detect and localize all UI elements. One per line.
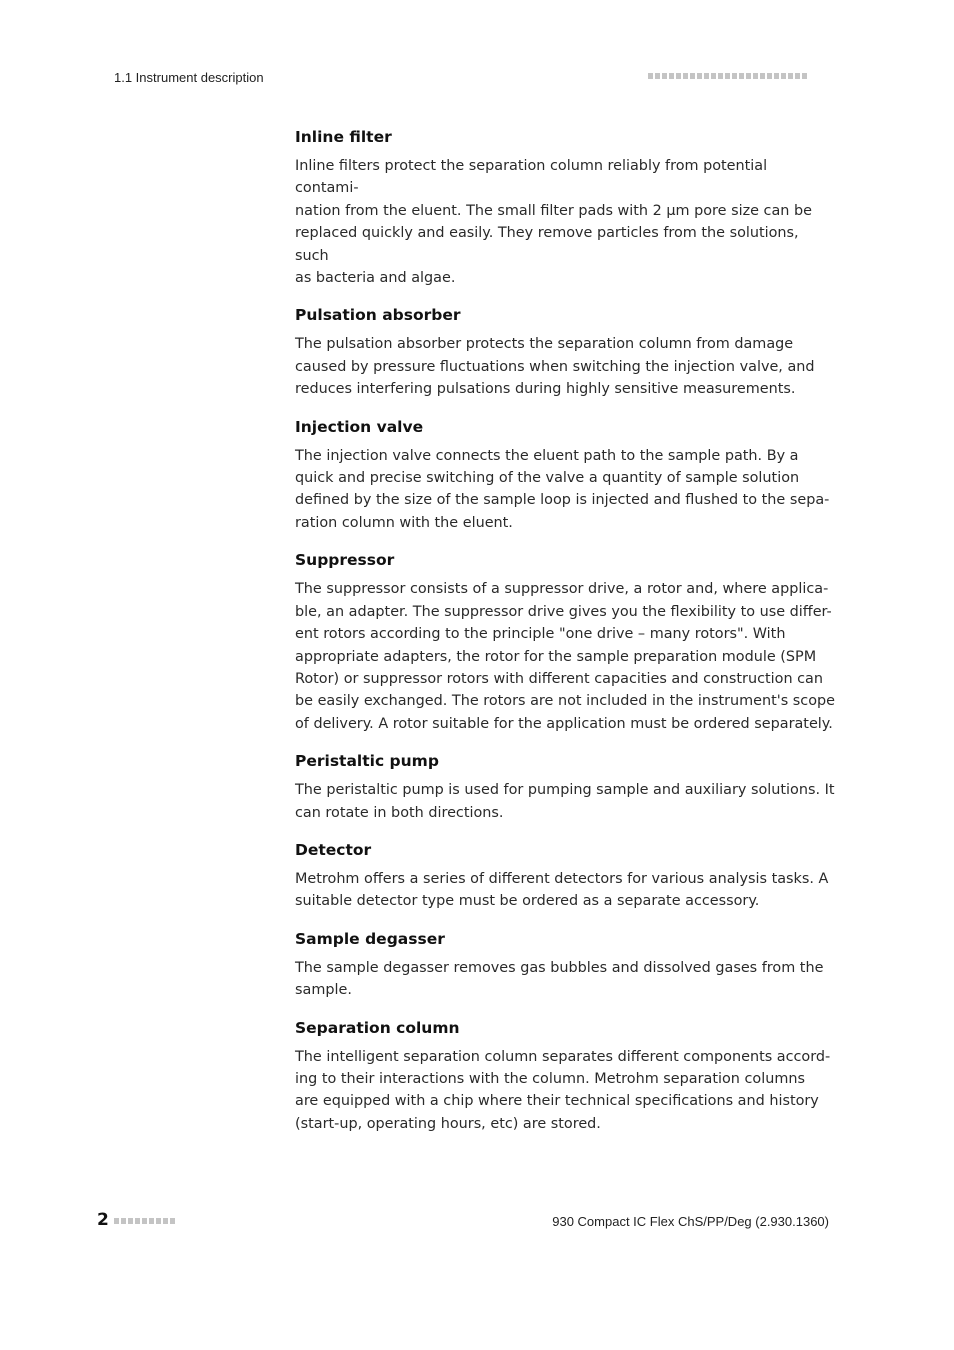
rule-dot bbox=[760, 73, 765, 79]
section-paragraph bbox=[295, 779, 835, 824]
rule-dot bbox=[170, 1218, 175, 1224]
section-heading: Suppressor bbox=[295, 551, 395, 570]
rule-dot bbox=[142, 1218, 147, 1224]
section bbox=[295, 748, 835, 824]
rule-dot bbox=[114, 1218, 119, 1224]
paragraph-line: reduces interfering pulsations during highly sensitive measurements. bbox=[295, 381, 796, 398]
paragraph-line: quick and precise switching of the valve a quantity of sample solution bbox=[295, 470, 800, 487]
paragraph-line: The suppressor consists of a suppressor drive, a rotor and, where applica- bbox=[295, 581, 829, 598]
paragraph-line: suitable detector type must be ordered as a separate accessory. bbox=[295, 893, 760, 910]
page-number: 2 bbox=[97, 1210, 109, 1230]
rule-dot bbox=[669, 73, 674, 79]
paragraph-line: The pulsation absorber protects the separation column from damage bbox=[295, 336, 794, 353]
paragraph-line: can rotate in both directions. bbox=[295, 804, 504, 821]
paragraph-line: as bacteria and algae. bbox=[295, 270, 456, 287]
rule-dot bbox=[697, 73, 702, 79]
rule-dot bbox=[128, 1218, 133, 1224]
paragraph-line: (start-up, operating hours, etc) are stored. bbox=[295, 1115, 601, 1132]
rule-dot bbox=[121, 1218, 126, 1224]
running-header-section: 1.1 Instrument description bbox=[114, 70, 264, 85]
paragraph-line: ration column with the eluent. bbox=[295, 514, 513, 531]
page-body bbox=[295, 124, 835, 1148]
rule-dot bbox=[690, 73, 695, 79]
paragraph-line: defined by the size of the sample loop is injected and flushed to the sepa- bbox=[295, 492, 830, 509]
section-paragraph bbox=[295, 1046, 835, 1136]
section-heading: Peristaltic pump bbox=[295, 752, 439, 771]
rule-dot bbox=[774, 73, 779, 79]
section-paragraph bbox=[295, 578, 835, 735]
paragraph-line: replaced quickly and easily. They remove particles from the solutions, such bbox=[295, 225, 799, 264]
rule-dot bbox=[718, 73, 723, 79]
paragraph-line: of delivery. A rotor suitable for the application must be ordered separately. bbox=[295, 715, 833, 732]
paragraph-line: Rotor) or suppressor rotors with different capacities and construction can bbox=[295, 670, 823, 687]
section bbox=[295, 837, 835, 913]
section-paragraph bbox=[295, 957, 835, 1002]
paragraph-line: The intelligent separation column separates different components accord- bbox=[295, 1048, 831, 1065]
paragraph-line: sample. bbox=[295, 982, 352, 999]
rule-dot bbox=[711, 73, 716, 79]
header-dot-rule bbox=[648, 73, 807, 79]
rule-dot bbox=[802, 73, 807, 79]
section bbox=[295, 547, 835, 735]
section-paragraph bbox=[295, 868, 835, 913]
paragraph-line: ble, an adapter. The suppressor drive gives you the flexibility to use differ- bbox=[295, 603, 832, 620]
footer-document-title: 930 Compact IC Flex ChS/PP/Deg (2.930.1360) bbox=[552, 1214, 829, 1229]
rule-dot bbox=[732, 73, 737, 79]
paragraph-line: ent rotors according to the principle "one drive – many rotors". With bbox=[295, 626, 786, 643]
paragraph-line: ing to their interactions with the column. Metrohm separation columns bbox=[295, 1070, 805, 1087]
rule-dot bbox=[739, 73, 744, 79]
paragraph-line: nation from the eluent. The small filter pads with 2 µm pore size can be bbox=[295, 202, 812, 219]
rule-dot bbox=[163, 1218, 168, 1224]
section-heading: Detector bbox=[295, 840, 372, 859]
rule-dot bbox=[676, 73, 681, 79]
rule-dot bbox=[135, 1218, 140, 1224]
rule-dot bbox=[781, 73, 786, 79]
rule-dot bbox=[704, 73, 709, 79]
rule-dot bbox=[662, 73, 667, 79]
rule-dot bbox=[648, 73, 653, 79]
paragraph-line: The peristaltic pump is used for pumping sample and auxiliary solutions. It bbox=[295, 782, 835, 799]
section-heading: Separation column bbox=[295, 1018, 460, 1037]
paragraph-line: The sample degasser removes gas bubbles and dissolved gases from the bbox=[295, 959, 824, 976]
section-heading: Sample degasser bbox=[295, 929, 445, 948]
rule-dot bbox=[149, 1218, 154, 1224]
rule-dot bbox=[795, 73, 800, 79]
section bbox=[295, 302, 835, 400]
rule-dot bbox=[746, 73, 751, 79]
section-heading: Inline filter bbox=[295, 128, 392, 146]
rule-dot bbox=[725, 73, 730, 79]
rule-dot bbox=[767, 73, 772, 79]
section-heading: Injection valve bbox=[295, 417, 424, 436]
rule-dot bbox=[788, 73, 793, 79]
footer-dot-rule bbox=[114, 1218, 175, 1224]
paragraph-line: Inline filters protect the separation column reliably from potential contami- bbox=[295, 158, 768, 197]
paragraph-line: are equipped with a chip where their technical specifications and history bbox=[295, 1093, 819, 1110]
section bbox=[295, 926, 835, 1002]
section bbox=[295, 124, 835, 289]
section-heading: Pulsation absorber bbox=[295, 306, 461, 325]
section bbox=[295, 414, 835, 535]
rule-dot bbox=[156, 1218, 161, 1224]
section bbox=[295, 1015, 835, 1136]
paragraph-line: Metrohm offers a series of different detectors for various analysis tasks. A bbox=[295, 870, 829, 887]
paragraph-line: be easily exchanged. The rotors are not included in the instrument's scope bbox=[295, 693, 835, 710]
rule-dot bbox=[683, 73, 688, 79]
paragraph-line: appropriate adapters, the rotor for the sample preparation module (SPM bbox=[295, 648, 817, 665]
rule-dot bbox=[655, 73, 660, 79]
paragraph-line: The injection valve connects the eluent path to the sample path. By a bbox=[295, 447, 799, 464]
section-paragraph bbox=[295, 155, 835, 289]
paragraph-line: caused by pressure fluctuations when switching the injection valve, and bbox=[295, 358, 815, 375]
section-paragraph bbox=[295, 445, 835, 535]
rule-dot bbox=[753, 73, 758, 79]
section-paragraph bbox=[295, 333, 835, 400]
